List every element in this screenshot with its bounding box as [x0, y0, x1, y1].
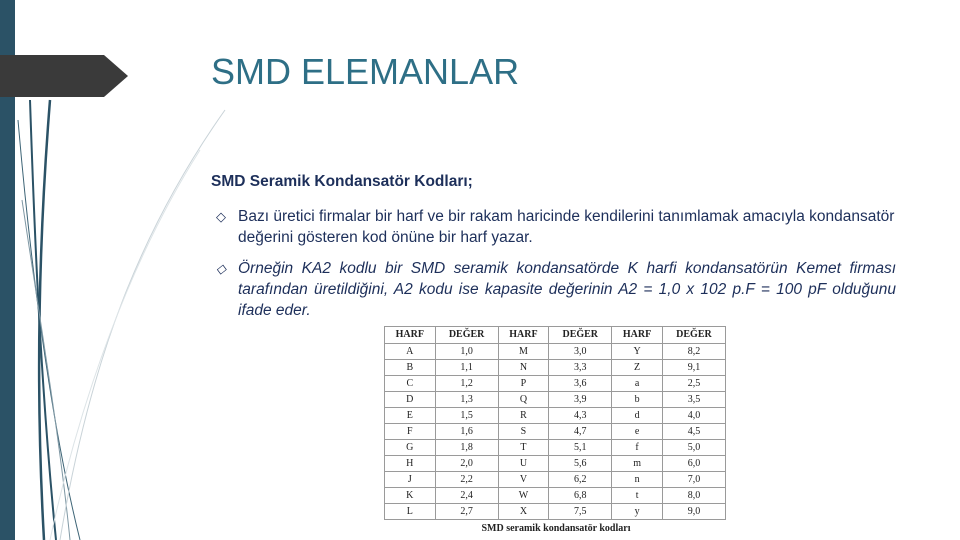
value-cell: 6,8 [549, 488, 612, 504]
value-cell: 1,0 [435, 344, 498, 360]
value-cell: 6,2 [549, 472, 612, 488]
value-cell: 3,6 [549, 376, 612, 392]
bullet-text: Örneğin KA2 kodlu bir SMD seramik kondansatörde K harfi kondansatörün Kemet firması tarafından üretildiğini, A2 kodu ise kapasite değerinin A2 = 1,0 x 102 p.F = 100 pF olduğunu ifade eder. [238, 260, 896, 319]
letter-cell: n [612, 472, 663, 488]
value-cell: 4,3 [549, 408, 612, 424]
section-subheading: SMD Seramik Kondansatör Kodları; [211, 173, 473, 190]
table-body [385, 344, 726, 520]
letter-cell: F [385, 424, 436, 440]
letter-cell: B [385, 360, 436, 376]
letter-cell: P [498, 376, 549, 392]
value-cell: 2,2 [435, 472, 498, 488]
letter-cell: y [612, 504, 663, 520]
value-cell: 3,3 [549, 360, 612, 376]
letter-cell: U [498, 456, 549, 472]
table-header-cell: DEĞER [662, 327, 725, 344]
table-row [385, 440, 726, 456]
diamond-bullet-icon: ◇ [216, 209, 226, 224]
slide-title: SMD ELEMANLAR [211, 51, 520, 92]
table-row [385, 424, 726, 440]
value-cell: 8,0 [662, 488, 725, 504]
letter-cell: a [612, 376, 663, 392]
table-header-row [385, 327, 726, 344]
table-row [385, 472, 726, 488]
table-row [385, 376, 726, 392]
letter-cell: T [498, 440, 549, 456]
value-cell: 5,1 [549, 440, 612, 456]
letter-cell: W [498, 488, 549, 504]
letter-cell: e [612, 424, 663, 440]
letter-cell: b [612, 392, 663, 408]
value-cell: 8,2 [662, 344, 725, 360]
value-cell: 1,5 [435, 408, 498, 424]
value-cell: 3,9 [549, 392, 612, 408]
letter-cell: D [385, 392, 436, 408]
letter-cell: S [498, 424, 549, 440]
value-cell: 2,7 [435, 504, 498, 520]
letter-cell: E [385, 408, 436, 424]
title-arrow-shape [0, 55, 128, 97]
letter-cell: X [498, 504, 549, 520]
letter-cell: Z [612, 360, 663, 376]
value-cell: 2,0 [435, 456, 498, 472]
letter-cell: Y [612, 344, 663, 360]
letter-cell: Q [498, 392, 549, 408]
table-header-cell: HARF [612, 327, 663, 344]
letter-cell: L [385, 504, 436, 520]
code-table-figure [384, 326, 728, 534]
table-row [385, 488, 726, 504]
value-cell: 5,6 [549, 456, 612, 472]
value-cell: 2,4 [435, 488, 498, 504]
value-cell: 1,3 [435, 392, 498, 408]
letter-cell: d [612, 408, 663, 424]
table-header-cell: HARF [498, 327, 549, 344]
value-cell: 4,5 [662, 424, 725, 440]
letter-cell: N [498, 360, 549, 376]
table-row [385, 504, 726, 520]
table-row [385, 392, 726, 408]
value-cell: 7,0 [662, 472, 725, 488]
table-header-cell: DEĞER [435, 327, 498, 344]
table-row [385, 360, 726, 376]
table-header-cell: DEĞER [549, 327, 612, 344]
table-row [385, 456, 726, 472]
letter-cell: m [612, 456, 663, 472]
letter-cell: M [498, 344, 549, 360]
value-cell: 7,5 [549, 504, 612, 520]
letter-cell: V [498, 472, 549, 488]
table-header-cell: HARF [385, 327, 436, 344]
value-cell: 1,6 [435, 424, 498, 440]
letter-cell: R [498, 408, 549, 424]
table-row [385, 408, 726, 424]
table-caption: SMD seramik kondansatör kodları [481, 523, 631, 534]
letter-cell: t [612, 488, 663, 504]
value-cell: 1,2 [435, 376, 498, 392]
value-cell: 9,1 [662, 360, 725, 376]
letter-cell: J [385, 472, 436, 488]
letter-cell: K [385, 488, 436, 504]
letter-cell: f [612, 440, 663, 456]
diamond-bullet-icon: ◇ [216, 261, 226, 276]
value-cell: 4,7 [549, 424, 612, 440]
bullet-text: Bazı üretici firmalar bir harf ve bir rakam haricinde kendilerini tanımlamak amacıyla kondansatör değerini gösteren kod önüne bir harf yazar. [238, 208, 895, 246]
value-cell: 2,5 [662, 376, 725, 392]
bullet-item [216, 258, 896, 321]
value-cell: 3,5 [662, 392, 725, 408]
bullet-item [216, 206, 896, 248]
value-cell: 3,0 [549, 344, 612, 360]
letter-cell: H [385, 456, 436, 472]
letter-cell: G [385, 440, 436, 456]
value-cell: 5,0 [662, 440, 725, 456]
table-row [385, 344, 726, 360]
value-cell: 4,0 [662, 408, 725, 424]
value-cell: 1,8 [435, 440, 498, 456]
letter-cell: C [385, 376, 436, 392]
letter-cell: A [385, 344, 436, 360]
value-cell: 1,1 [435, 360, 498, 376]
capacitor-code-table [384, 326, 726, 520]
value-cell: 6,0 [662, 456, 725, 472]
value-cell: 9,0 [662, 504, 725, 520]
